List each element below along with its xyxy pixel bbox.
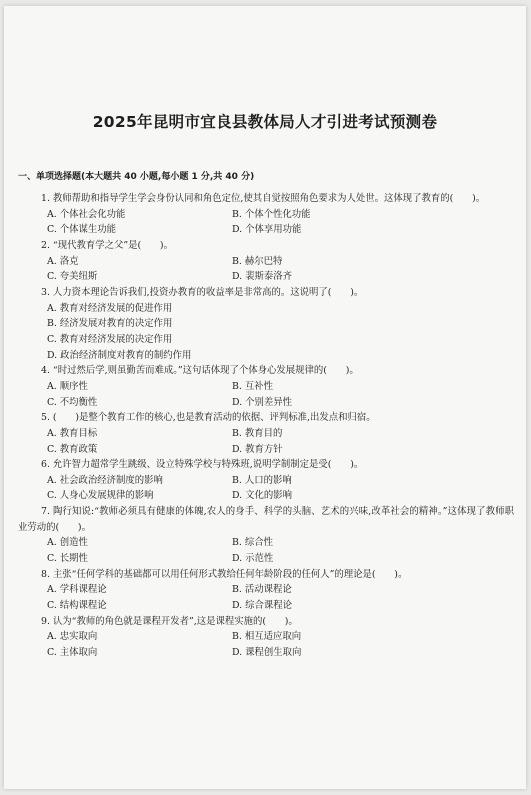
option-b: B. 综合性: [232, 537, 273, 549]
option-group: [18, 426, 514, 457]
option-c: C. 教育政策: [47, 443, 98, 455]
option-group: [18, 301, 514, 364]
option-a: A. 学科课程论: [47, 584, 107, 596]
question-stem: 5. ( )是整个教育工作的核心,也是教育活动的依据、评判标准,出发点和归宿。: [41, 412, 376, 424]
question-8: [18, 567, 514, 614]
option-group: [18, 379, 514, 410]
question-1: [18, 191, 514, 238]
option-b: B. 互补性: [232, 380, 273, 392]
option-d: D. 文化的影响: [232, 490, 293, 502]
option-group: [18, 207, 514, 238]
option-b: B. 个体个性化功能: [232, 208, 311, 220]
question-stem: 2. “现代教育学之父”是( )。: [41, 239, 173, 251]
option-c: C. 主体取向: [47, 647, 98, 659]
option-group: [18, 254, 514, 285]
option-c: C. 教育对经济发展的决定作用: [47, 333, 173, 345]
option-d: D. 示范性: [232, 553, 274, 565]
option-b: B. 赫尔巴特: [232, 255, 283, 267]
option-group: [18, 473, 514, 504]
option-a: A. 忠实取向: [47, 631, 98, 643]
option-a: A. 教育目标: [47, 427, 98, 439]
exam-title: 2025年昆明市宜良县教体局人才引进考试预测卷: [92, 113, 438, 131]
option-b: B. 教育目的: [232, 427, 283, 439]
question-list: [18, 191, 514, 661]
option-b: B. 人口的影响: [232, 474, 292, 486]
option-c: C. 长期性: [47, 553, 88, 565]
option-d: D. 政治经济制度对教育的制约作用: [47, 349, 192, 361]
question-9: [18, 614, 514, 661]
option-d: D. 综合课程论: [232, 600, 293, 612]
question-stem: 1. 教师帮助和指导学生学会身份认同和角色定位,使其自觉按照角色要求为人处世。这体现了教育的( )。: [41, 193, 486, 204]
question-4: [18, 363, 514, 410]
option-a: A. 个体社会化功能: [47, 208, 126, 220]
option-c: C. 不均衡性: [47, 396, 98, 408]
question-5: [18, 410, 514, 457]
option-d: D. 个体享用功能: [232, 224, 302, 236]
exam-page: [4, 6, 526, 789]
option-a: A. 教育对经济发展的促进作用: [47, 302, 173, 314]
question-stem: 9. 认为“教师的角色就是课程开发者”,这是课程实施的( )。: [41, 615, 298, 627]
option-a: A. 社会政治经济制度的影响: [47, 474, 163, 486]
question-7: [18, 504, 514, 567]
question-2: [18, 238, 514, 285]
question-6: [18, 457, 514, 504]
option-a: A. 洛克: [47, 255, 79, 267]
question-stem: 6. 允许智力超常学生跳级、设立特殊学校与特殊班,说明学制制定是受( )。: [41, 459, 364, 471]
option-a: A. 创造性: [47, 537, 88, 549]
option-b: B. 相互适应取向: [232, 631, 302, 643]
question-stem: 3. 人力资本理论告诉我们,投资办教育的收益率是非常高的。这说明了( )。: [41, 286, 364, 298]
question-stem: 8. 主张“任何学科的基础都可以用任何形式教给任何年龄阶段的任何人”的理论是( )。: [41, 568, 408, 580]
question-stem: 4. “时过然后学,则虽勤苦而难成。”这句话体现了个体身心发展规律的( )。: [41, 365, 359, 377]
option-d: D. 个别差异性: [232, 396, 293, 408]
option-d: D. 课程创生取向: [232, 647, 302, 659]
question-stem: 7. 陶行知说:“教师必须具有健康的体魄,农人的身手、科学的头脑、艺术的兴味,改革社会的精神。”这体现了教师职业劳动的( )。: [18, 506, 514, 533]
section-heading: 一、单项选择题(本大题共 40 小题,每小题 1 分,共 40 分): [18, 172, 255, 182]
option-b: B. 活动课程论: [232, 584, 292, 596]
option-group: [18, 535, 514, 566]
option-c: C. 夸美纽斯: [47, 271, 98, 283]
option-c: C. 个体谋生功能: [47, 224, 117, 236]
option-a: A. 顺序性: [47, 380, 88, 392]
option-b: B. 经济发展对教育的决定作用: [47, 318, 173, 330]
option-c: C. 人身心发展规律的影响: [47, 490, 154, 502]
option-d: D. 裴斯泰洛齐: [232, 271, 293, 283]
question-3: [18, 285, 514, 363]
option-d: D. 教育方针: [232, 443, 283, 455]
option-c: C. 结构课程论: [47, 600, 107, 612]
option-group: [18, 629, 514, 660]
option-group: [18, 582, 514, 613]
